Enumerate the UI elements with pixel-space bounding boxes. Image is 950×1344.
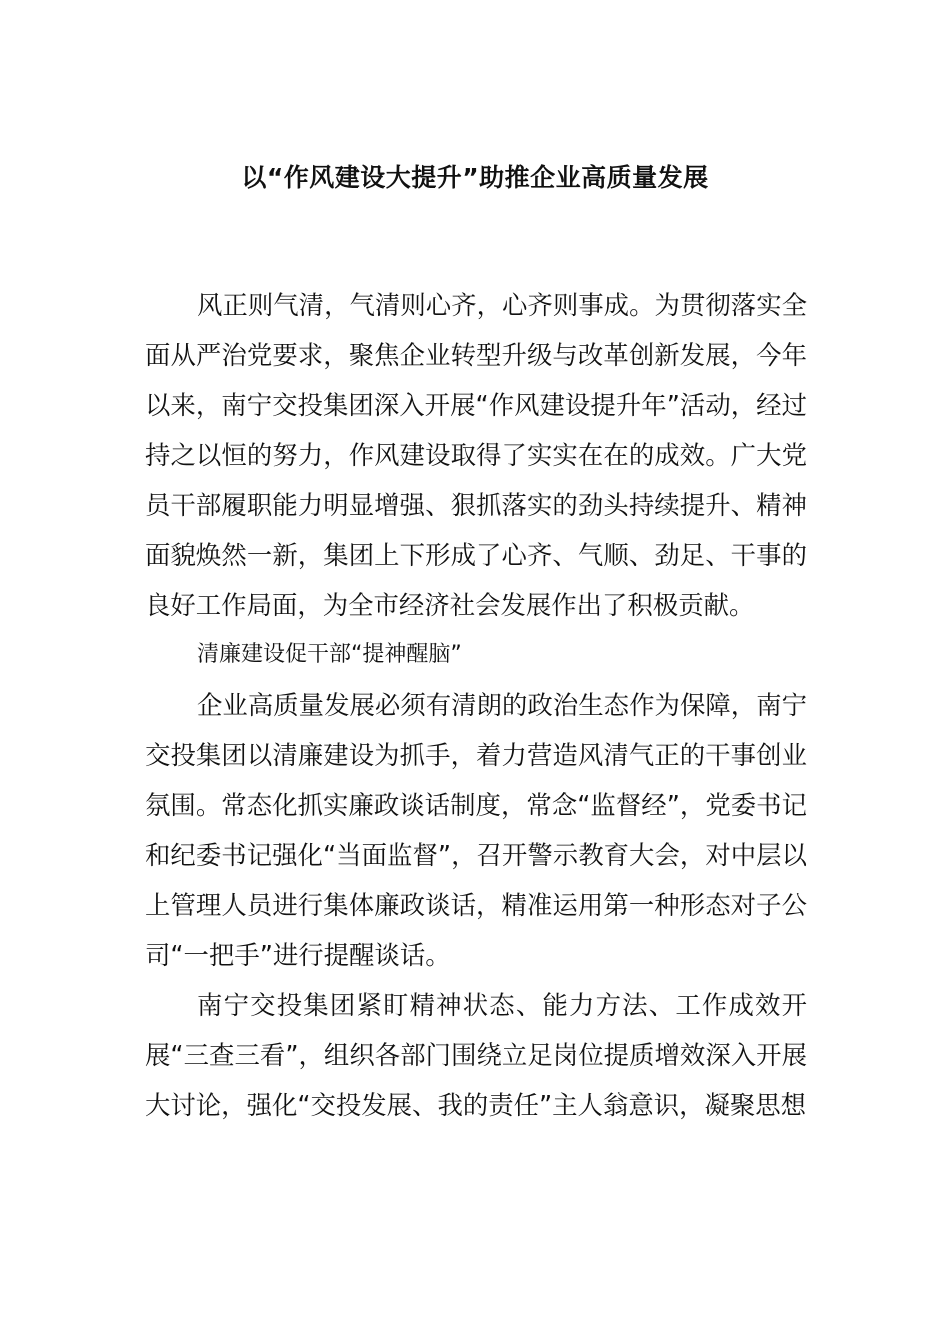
document-body	[145, 280, 807, 1130]
paragraph-intro: 风正则气清，气清则心齐，心齐则事成。为贯彻落实全面从严治党要求，聚焦企业转型升级与改革创新发展，今年以来，南宁交投集团深入开展“作风建设提升年”活动，经过持之以恒的努力，作风建设取得了实实在在的成效。广大党员干部履职能力明显增强、狠抓落实的劲头持续提升、精神面貌焕然一新，集团上下形成了心齐、气顺、劲足、干事的良好工作局面，为全市经济社会发展作出了积极贡献。	[145, 290, 807, 620]
paragraph-three-checks: 南宁交投集团紧盯精神状态、能力方法、工作成效开展“三查三看”，组织各部门围绕立足岗位提质增效深入开展大讨论，强化“交投发展、我的责任”主人翁意识，凝聚思想	[145, 990, 807, 1120]
document-title: 以“作风建设大提升”助推企业高质量发展	[241, 163, 709, 192]
section-heading-clean-governance: 清廉建设促干部“提神醒脑”	[197, 642, 462, 667]
paragraph-clean-governance: 企业高质量发展必须有清朗的政治生态作为保障，南宁交投集团以清廉建设为抓手，着力营造风清气正的干事创业氛围。常态化抓实廉政谈话制度，常念“监督经”，党委书记和纪委书记强化“当面监督”，召开警示教育大会，对中层以上管理人员进行集体廉政谈话，精准运用第一种形态对子公司“一把手”进行提醒谈话。	[145, 690, 807, 970]
